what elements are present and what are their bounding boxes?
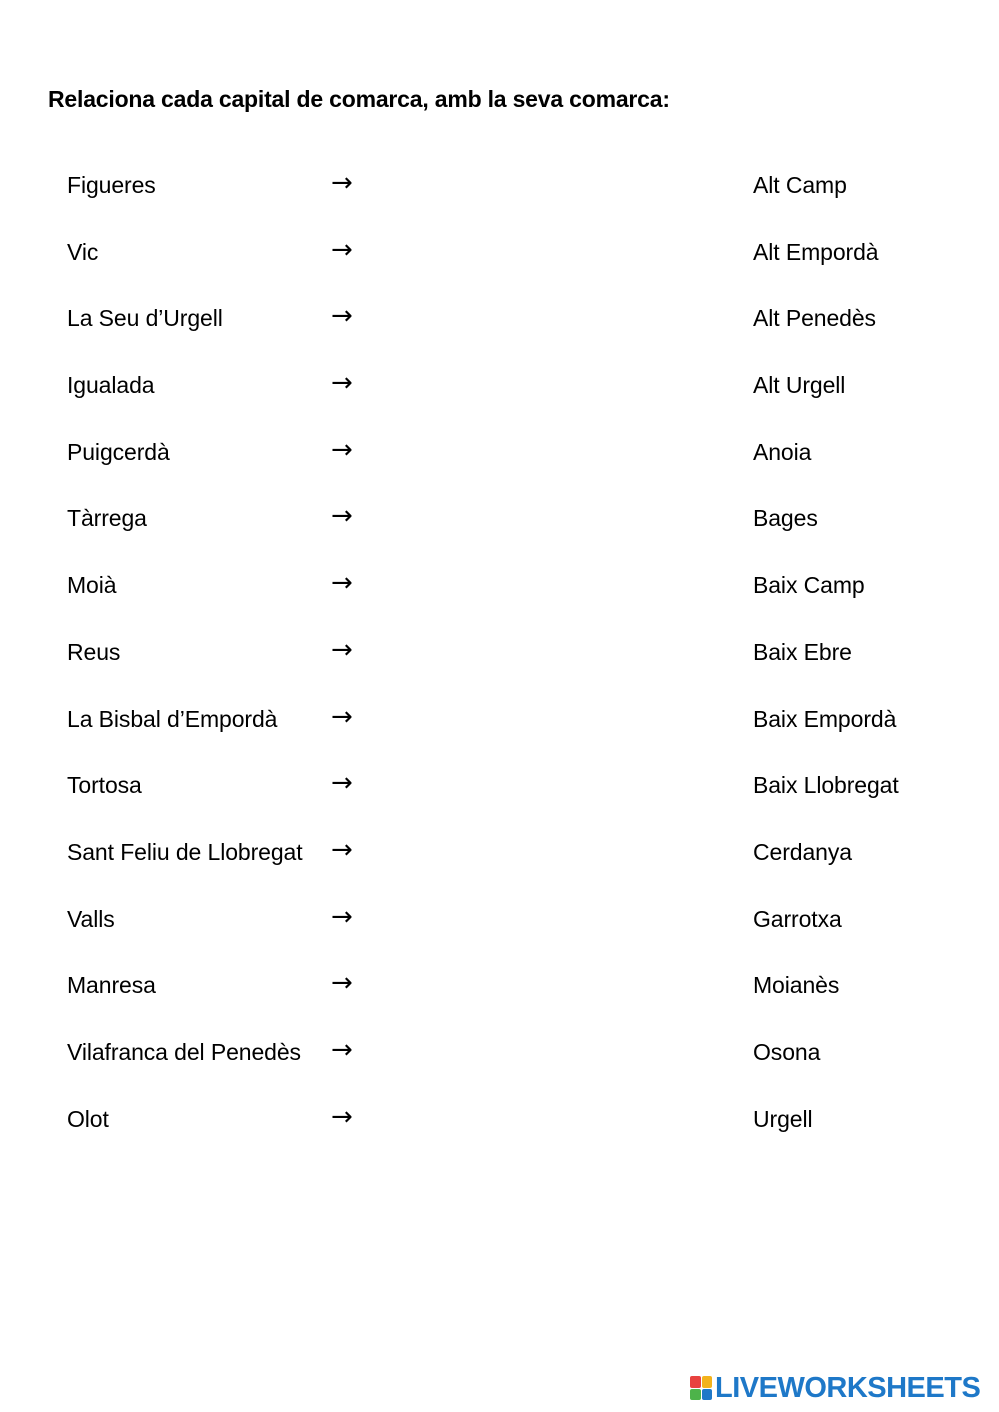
comarca-item[interactable]: Urgell bbox=[753, 1105, 813, 1132]
matching-row bbox=[0, 235, 999, 302]
arrow-icon: → bbox=[331, 1034, 353, 1065]
comarca-item[interactable]: Baix Camp bbox=[753, 572, 865, 599]
arrow-icon: → bbox=[331, 368, 353, 399]
capital-item[interactable]: Vilafranca del Penedès bbox=[67, 1038, 301, 1065]
matching-row bbox=[0, 168, 999, 235]
capital-item[interactable]: Tortosa bbox=[67, 772, 142, 799]
comarca-item[interactable]: Alt Urgell bbox=[753, 372, 846, 399]
comarca-item[interactable]: Garrotxa bbox=[753, 905, 842, 932]
arrow-icon: → bbox=[331, 301, 353, 332]
comarca-item[interactable]: Alt Penedès bbox=[753, 305, 876, 332]
arrow-icon: → bbox=[331, 968, 353, 999]
logo-block-red bbox=[690, 1376, 701, 1388]
capital-item[interactable]: Sant Feliu de Llobregat bbox=[67, 838, 303, 865]
capital-item[interactable]: La Seu d’Urgell bbox=[67, 305, 223, 332]
matching-row bbox=[0, 501, 999, 568]
liveworksheets-logo bbox=[690, 1372, 980, 1404]
arrow-icon: → bbox=[331, 234, 353, 265]
capital-item[interactable]: La Bisbal d’Empordà bbox=[67, 705, 278, 732]
comarca-item[interactable]: Anoia bbox=[753, 438, 812, 465]
arrow-icon: → bbox=[331, 834, 353, 865]
matching-row bbox=[0, 968, 999, 1035]
matching-row bbox=[0, 1035, 999, 1102]
liveworksheets-logo-icon bbox=[690, 1376, 712, 1400]
matching-row bbox=[0, 835, 999, 902]
matching-row bbox=[0, 635, 999, 702]
matching-row bbox=[0, 902, 999, 969]
comarca-item[interactable]: Alt Empordà bbox=[753, 238, 879, 265]
comarca-item[interactable]: Baix Llobregat bbox=[753, 772, 899, 799]
matching-row bbox=[0, 1102, 999, 1169]
arrow-icon: → bbox=[331, 768, 353, 799]
matching-row bbox=[0, 435, 999, 502]
capital-item[interactable]: Moià bbox=[67, 572, 117, 599]
arrow-icon: → bbox=[331, 634, 353, 665]
comarca-item[interactable]: Cerdanya bbox=[753, 838, 852, 865]
worksheet-title: Relaciona cada capital de comarca, amb la seva comarca: bbox=[48, 86, 670, 112]
arrow-icon: → bbox=[331, 168, 353, 198]
comarca-item[interactable]: Alt Camp bbox=[753, 172, 847, 198]
arrow-icon: → bbox=[331, 1101, 353, 1132]
matching-row bbox=[0, 768, 999, 835]
comarca-item[interactable]: Baix Ebre bbox=[753, 638, 852, 665]
matching-row bbox=[0, 368, 999, 435]
capital-item[interactable]: Figueres bbox=[67, 172, 156, 198]
matching-row bbox=[0, 301, 999, 368]
capital-item[interactable]: Vic bbox=[67, 238, 99, 265]
capital-item[interactable]: Puigcerdà bbox=[67, 438, 170, 465]
arrow-icon: → bbox=[331, 701, 353, 732]
capital-item[interactable]: Olot bbox=[67, 1105, 109, 1132]
comarca-item[interactable]: Bages bbox=[753, 505, 818, 532]
comarca-item[interactable]: Baix Empordà bbox=[753, 705, 897, 732]
arrow-icon: → bbox=[331, 901, 353, 932]
comarca-item[interactable]: Osona bbox=[753, 1038, 821, 1065]
capital-item[interactable]: Tàrrega bbox=[67, 505, 147, 532]
comarca-item[interactable]: Moianès bbox=[753, 972, 840, 999]
capital-item[interactable]: Reus bbox=[67, 638, 121, 665]
matching-row bbox=[0, 568, 999, 635]
capital-item[interactable]: Manresa bbox=[67, 972, 156, 999]
matching-row bbox=[0, 702, 999, 769]
logo-text: LIVEWORKSHEETS bbox=[715, 1371, 981, 1404]
logo-block-green bbox=[690, 1389, 701, 1401]
logo-block-blue bbox=[702, 1389, 713, 1401]
logo-block-yellow bbox=[702, 1376, 713, 1388]
arrow-icon: → bbox=[331, 434, 353, 465]
capital-item[interactable]: Valls bbox=[67, 905, 115, 932]
arrow-icon: → bbox=[331, 501, 353, 532]
capital-item[interactable]: Igualada bbox=[67, 372, 155, 399]
matching-list bbox=[0, 168, 999, 1168]
arrow-icon: → bbox=[331, 568, 353, 599]
